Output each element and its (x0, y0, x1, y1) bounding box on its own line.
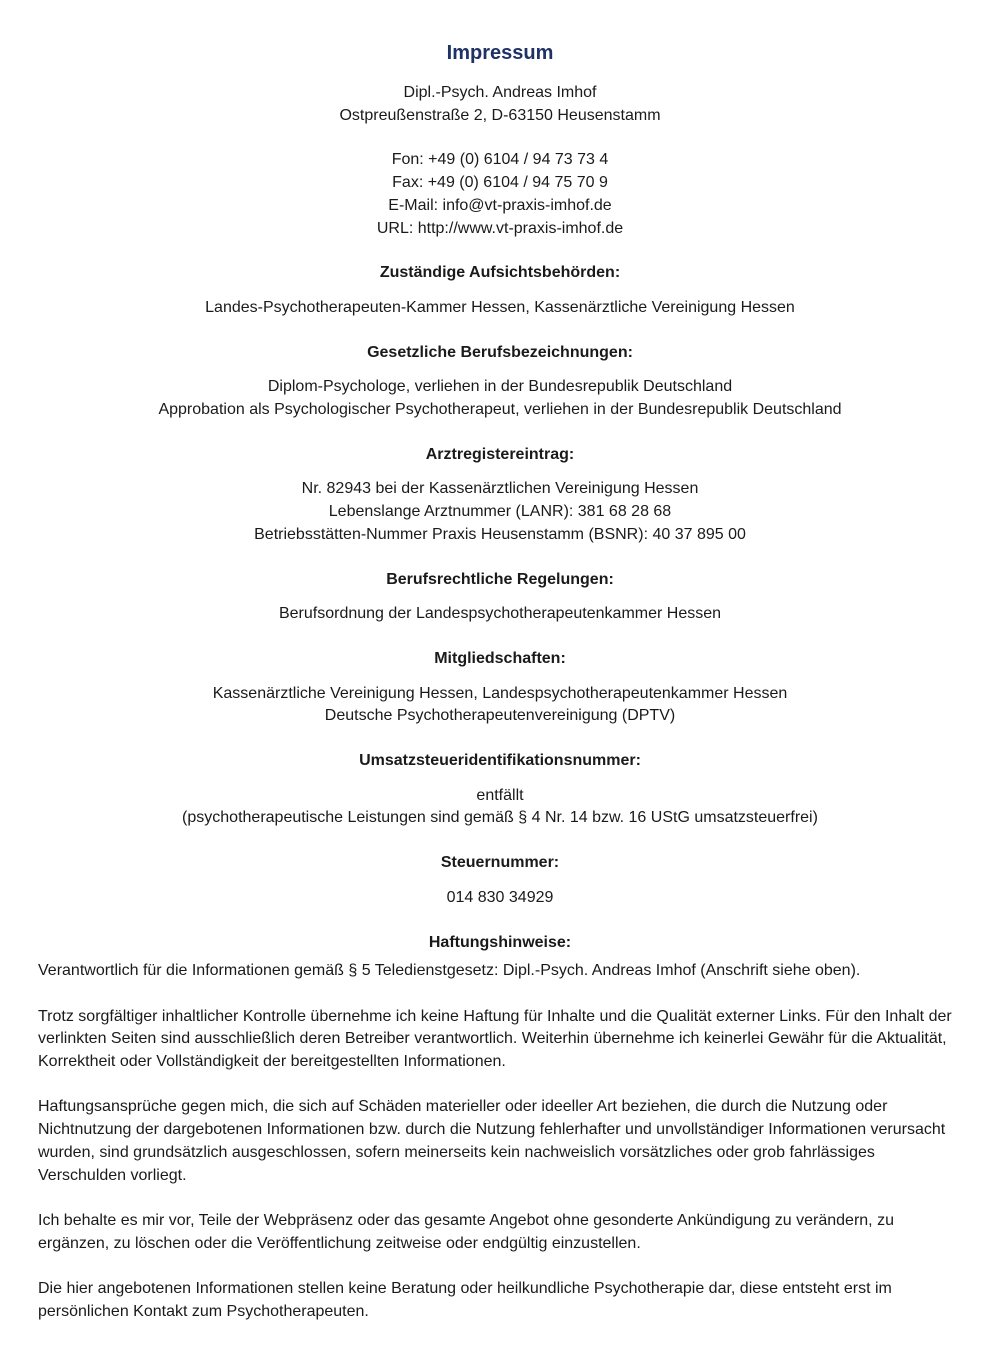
contact-email: E-Mail: info@vt-praxis-imhof.de (388, 196, 612, 214)
section-line: Landes-Psychotherapeuten-Kammer Hessen, Kassenärztliche Vereinigung Hessen (205, 298, 795, 316)
section-ust (38, 750, 962, 830)
section-heading-mitglied: Mitgliedschaften: (434, 649, 566, 667)
section-line: (psychotherapeutische Leistungen sind gemäß § 4 Nr. 14 bzw. 16 UStG umsatzsteuerfrei) (182, 809, 818, 827)
contact-fax: Fax: +49 (0) 6104 / 94 75 70 9 (392, 174, 608, 192)
contact-url: URL: http://www.vt-praxis-imhof.de (376, 219, 624, 237)
section-line: Betriebsstätten-Nummer Praxis Heusenstamm (BSNR): 40 37 895 00 (254, 525, 746, 543)
section-arztregister (38, 444, 962, 547)
section-mitglied (38, 648, 962, 728)
address-street: Ostpreußenstraße 2, D-63150 Heusenstamm (339, 106, 661, 124)
address-block (38, 82, 962, 240)
section-line: Diplom-Psychologe, verliehen in der Bundesrepublik Deutschland (267, 378, 733, 396)
section-line: entfällt (476, 786, 524, 804)
section-line: Lebenslange Arztnummer (LANR): 381 68 28 68 (328, 503, 672, 521)
haftung-paragraph: Trotz sorgfältiger inhaltlicher Kontrolle übernehme ich keine Haftung für Inhalte und die Qualität externer Links. Für den Inhalt der verlinkten Seiten sind ausschließlich deren Betreiber verantwortlich. Weiterhin übernehme ich keinerlei Gewähr für die Aktualität, Korrektheit oder Vollständigkeit der bereitgestellten Informationen. (38, 1007, 952, 1071)
section-steuer (38, 852, 962, 909)
haftung-paragraph: Haftungsansprüche gegen mich, die sich auf Schäden materieller oder ideeller Art beziehen, die durch die Nutzung oder Nichtnutzung der dargebotenen Informationen bzw. durch die Nutzung fehlerhafter und unvollständiger Informationen verursacht wurden, sind grundsätzlich ausgeschlossen, sofern meinerseits kein nachweislich vorsätzliches oder grob fahrlässiges Verschulden vorliegt. (38, 1098, 946, 1184)
section-line: Kassenärztliche Vereinigung Hessen, Landespsychotherapeutenkammer Hessen (212, 684, 788, 702)
address-group (38, 82, 962, 127)
haftung-paragraph: Die hier angebotenen Informationen stellen keine Beratung oder heilkundliche Psychotherapie dar, diese entsteht erst im persönlichen Kontakt zum Psychotherapeuten. (38, 1280, 892, 1320)
section-line: Deutsche Psychotherapeutenvereinigung (DPTV) (324, 707, 676, 725)
section-berufsbezeichnung (38, 342, 962, 422)
haftung-paragraph: Verantwortlich für die Informationen gemäß § 5 Teledienstgesetz: Dipl.-Psych. Andreas Imhof (Anschrift siehe oben). (38, 962, 861, 980)
section-line: Nr. 82943 bei der Kassenärztlichen Vereinigung Hessen (301, 480, 699, 498)
contact-fon: Fon: +49 (0) 6104 / 94 73 73 4 (391, 151, 609, 169)
section-heading-haftung: Haftungshinweise: (428, 933, 572, 951)
section-heading-aufsicht: Zuständige Aufsichtsbehörden: (379, 264, 621, 282)
haftung-paragraph: Ich behalte es mir vor, Teile der Webpräsenz oder das gesamte Angebot ohne gesonderte Ankündigung zu verändern, zu ergänzen, zu löschen oder die Veröffentlichung zeitweise oder endgültig einzustellen. (38, 1211, 894, 1252)
section-line: 014 830 34929 (446, 888, 554, 906)
contact-group (38, 149, 962, 240)
section-aufsicht (38, 262, 962, 319)
section-haftung (38, 932, 962, 1324)
section-heading-steuer: Steuernummer: (440, 854, 560, 872)
section-heading-ust: Umsatzsteueridentifikationsnummer: (359, 752, 641, 770)
section-berufsrecht (38, 569, 962, 626)
section-heading-arztregister: Arztregistereintrag: (425, 445, 575, 463)
section-line: Berufsordnung der Landespsychotherapeutenkammer Hessen (278, 605, 722, 623)
section-heading-berufsrecht: Berufsrechtliche Regelungen: (386, 570, 614, 588)
section-heading-berufsbezeichnung: Gesetzliche Berufsbezeichnungen: (367, 343, 633, 361)
address-name: Dipl.-Psych. Andreas Imhof (403, 84, 597, 101)
section-line: Approbation als Psychologischer Psychotherapeut, verliehen in der Bundesrepublik Deutschland (158, 401, 842, 419)
page-title: Impressum (446, 42, 554, 64)
